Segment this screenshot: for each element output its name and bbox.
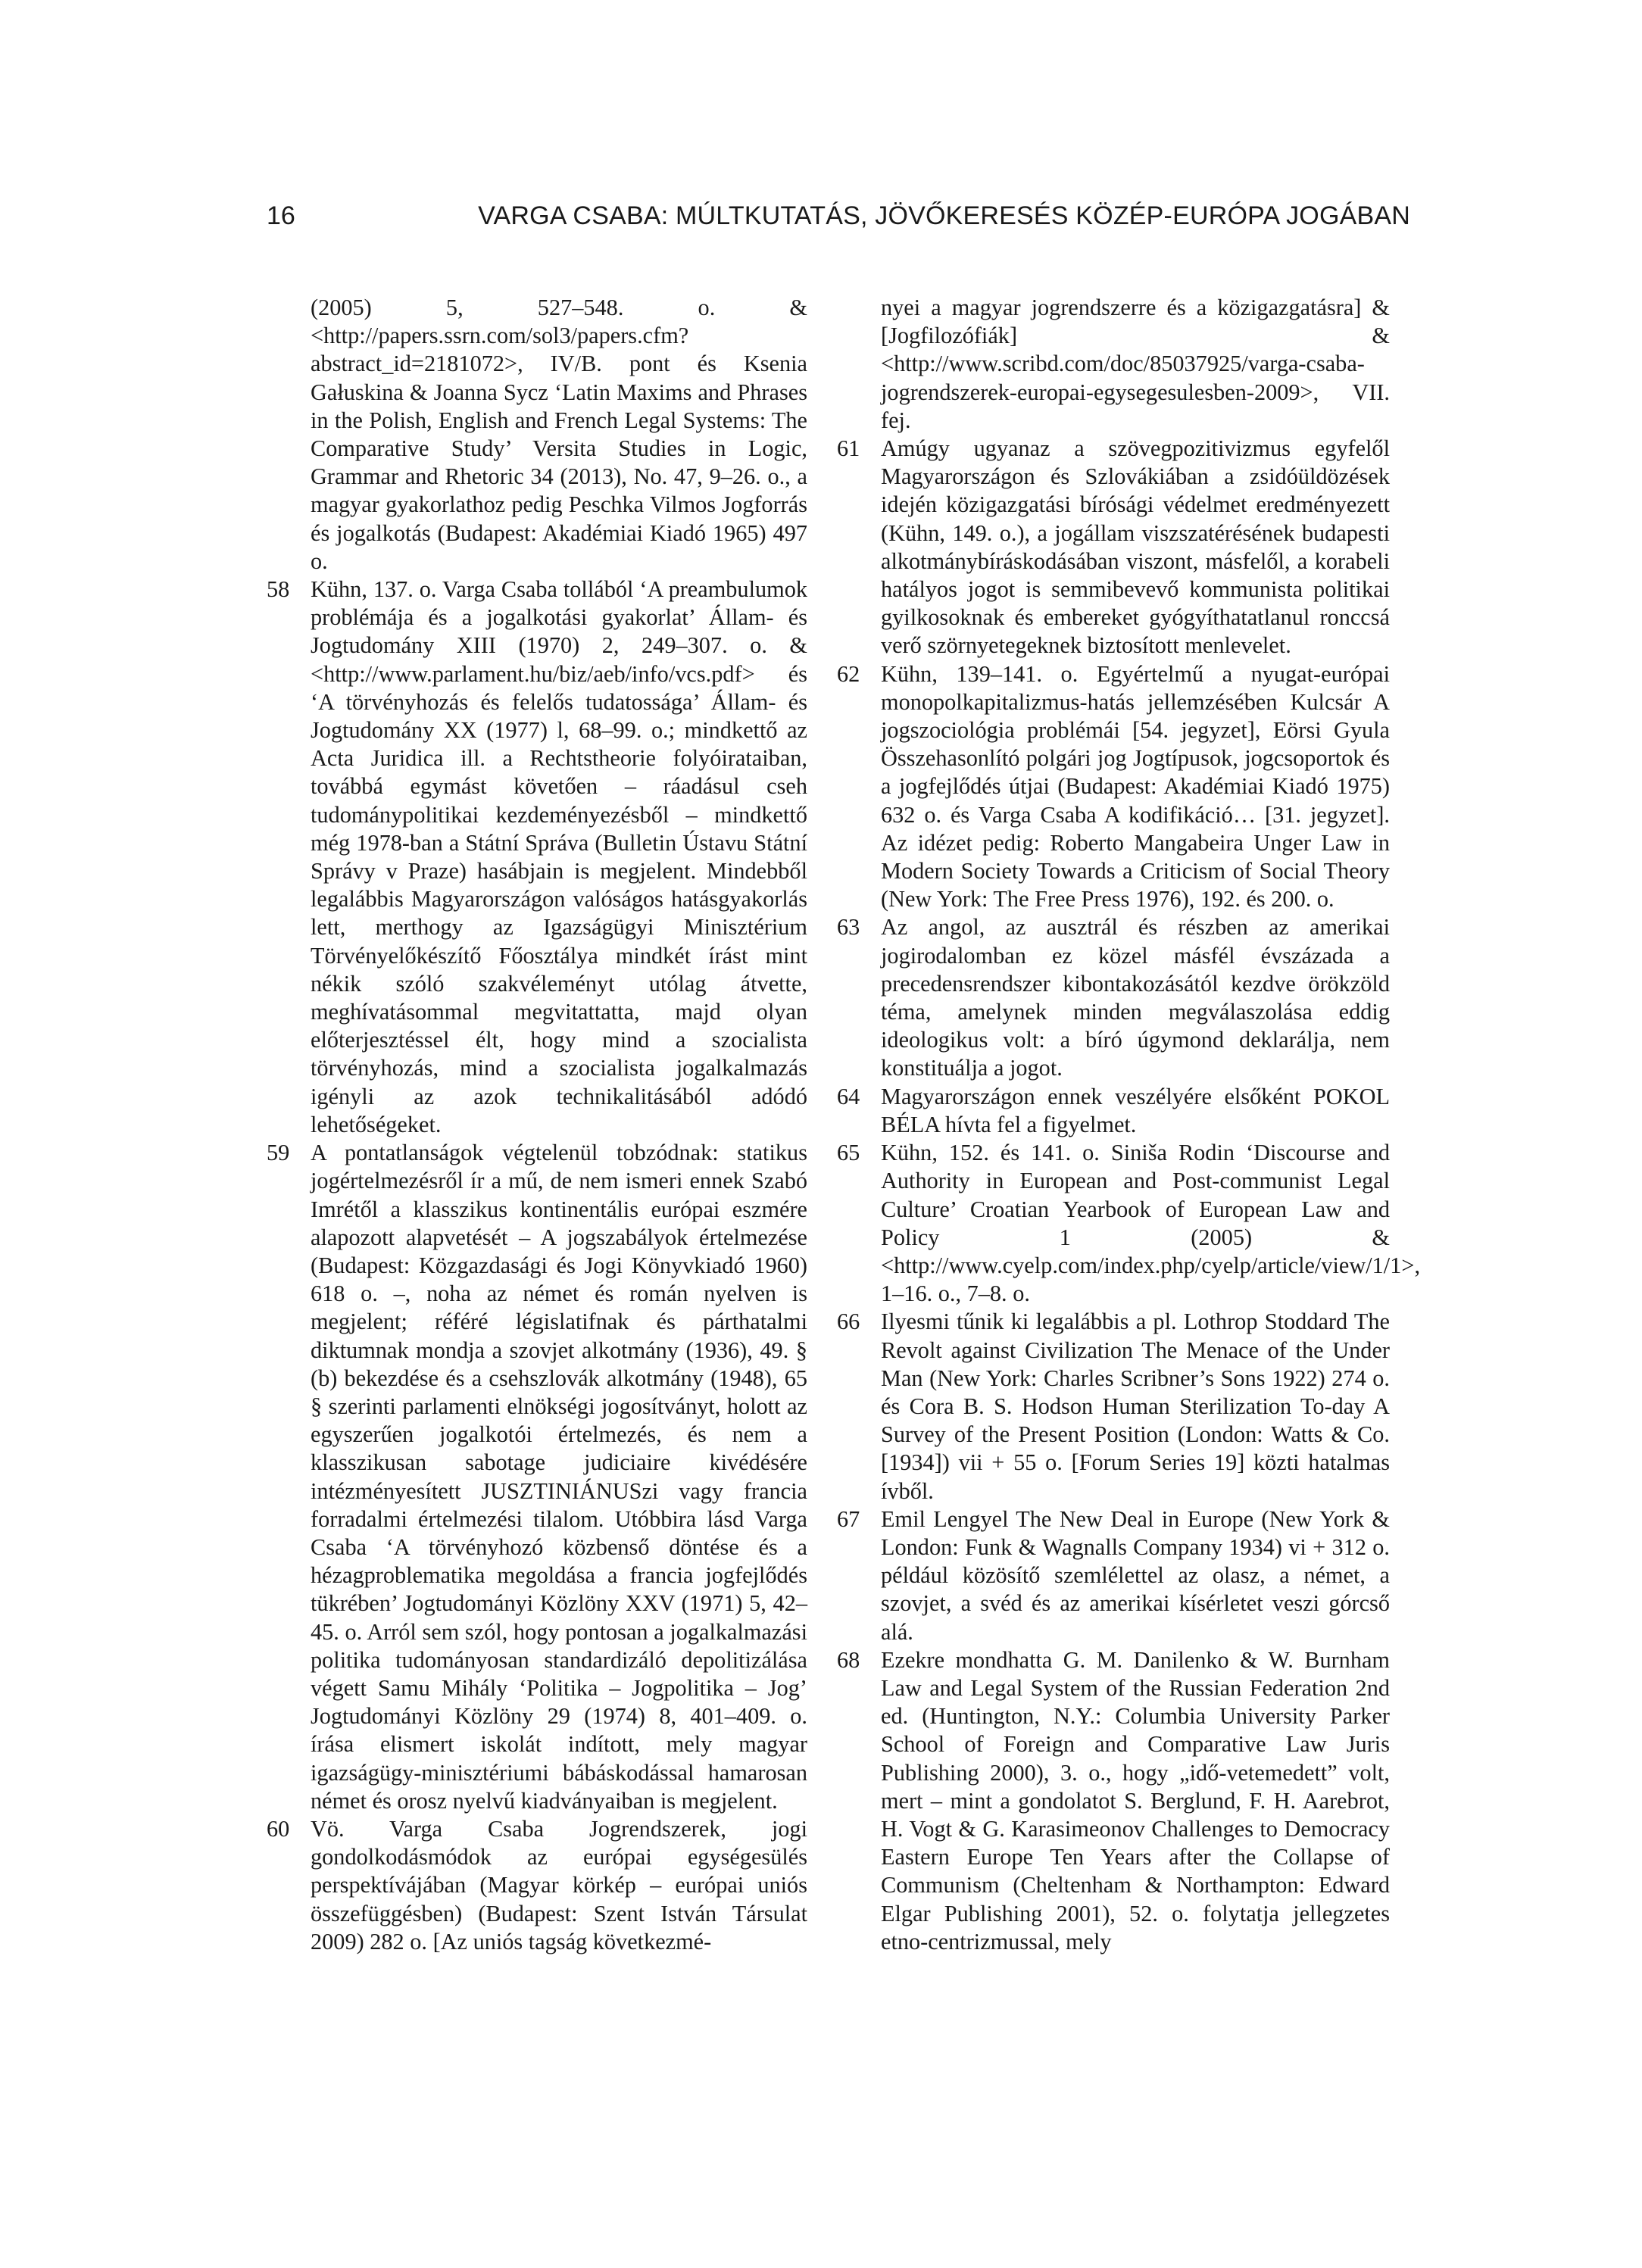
footnote-number: 62 [837, 660, 860, 687]
footnote-text: Magyarországon ennek veszélyére elsőként POKOL BÉLA hívta fel a figyelmet. [881, 1083, 1390, 1137]
footnote-64 [837, 1083, 1390, 1139]
footnote-text: Amúgy ugyanaz a szövegpozitivizmus egyfelől Magyarországon és Szlovákiában a zsidóüldözések idején közigazgatási bírósági védelmet eredményezett (Kühn, 149. o.), a jogállam viszszatérésének budapesti alkotmánybíráskodásában viszont, másfelől, a korabeli hatályos jogot is semmibevevő kommunista politikai gyilkosoknak és embereket gyógyíthatatlanul ronccsá verő szörnyetegeknek biztosított menlevelet. [881, 435, 1390, 659]
footnote-text: Kühn, 139–141. o. Egyértelmű a nyugat-európai monopolkapitalizmus-hatás jellemzésében Kulcsár A jogszociológia problémái [54. jegyzet], Eörsi Gyula Összehasonlító polgári jog Jogtípusok, jogcsoportok és a jogfejlődés útjai (Budapest: Akadémiai Kiadó 1975) 632 o. és Varga Csaba A kodifikáció… [31. jegyzet]. Az idézet pedig: Roberto Mangabeira Unger Law in Modern Society Towards a Criticism of Social Theory (New York: The Free Press 1976), 192. és 200. o. [881, 660, 1390, 913]
footnote-number: 63 [837, 914, 860, 941]
footnote-text: A pontatlanságok végtelenül tobzódnak: statikus jogértelmezésről ír a mű, de nem ismeri ennek Szabó Imrétől a klasszikus kontinentális európai eszmére alapozott alapvetését – A jogszabályok értelmezése (Budapest: Közgazdasági és Jogi Könyvkiadó 1960) 618 o. –, noha az német és román nyelven is megjelent; référé législatifnak és párthatalmi diktumnak mondja a szovjet alkotmány (1936), 49. § (b) bekezdése és a csehszlovák alkotmány (1948), 65 § szerinti parlamenti elnökségi jogosítványt, holott az egyszerűen jogalkotói értelmezés, és nem a klasszikusan sabotage judiciaire kivédésére intézményesített JUSZTINIÁNUSzi vagy francia forradalmi értelmezési tilalom. Utóbbira lásd Varga Csaba ‘A törvényhozó közbenső döntése és a hézagproblematika megoldása a francia jogfejlődés tükrében’ Jogtudományi Közlöny XXV (1971) 5, 42–45. o. Arról sem szól, hogy pontosan a jogalkalmazási politika tudományosan standardizáló depolitizálása végett Samu Mihály ‘Politika – Jogpolitika – Jog’ Jogtudományi Közlöny 29 (1974) 8, 401–409. o. írása elismert iskolát indított, mely magyar igazságügy-minisztériumi bábáskodással hamarosan német és orosz nyelvű kiadványaiban is megjelent. [311, 1140, 807, 1814]
footnote-text: Ilyesmi tűnik ki legalábbis a pl. Lothrop Stoddard The Revolt against Civilization The Menace of the Under Man (New York: Charles Scribner’s Sons 1922) 274 o. és Cora B. S. Hodson Human Sterilization To-day A Survey of the Present Position (London: Watts & Co. [1934]) vii + 55 o. [Forum Series 19] közti hatalmas ívből. [881, 1309, 1390, 1504]
footnote-59 [267, 1139, 807, 1815]
footnote-63 [837, 913, 1390, 1082]
footnote-continuation: (2005) 5, 527–548. o. & <http://papers.ssrn.com/sol3/papers.cfm?abstract_id=2181072>, IV/B. pont és Ksenia Gałuskina & Joanna Sycz ‘Latin Maxims and Phrases in the Polish, English and French Legal Systems: The Comparative Study’ Versita Studies in Logic, Grammar and Rhetoric 34 (2013), No. 47, 9–26. o., a magyar gyakorlathoz pedig Peschka Vilmos Jogforrás és jogalkotás (Budapest: Akadémiai Kiadó 1965) 497 o. [311, 295, 807, 574]
footnote-number: 67 [837, 1505, 860, 1532]
footnote-number: 58 [267, 576, 290, 603]
footnote-66 [837, 1308, 1390, 1505]
footnote-text: Kühn, 152. és 141. o. Siniša Rodin ‘Discourse and Authority in European and Post-communist Legal Culture’ Croatian Yearbook of European Law and Policy 1 (2005) & <http://www.cyelp.com/index.php/cyelp/article/view/1/1>, 1–16. o., 7–8. o. [881, 1140, 1421, 1307]
left-column [267, 294, 807, 1956]
footnote-68 [837, 1646, 1390, 1956]
footnote-number: 66 [837, 1309, 860, 1335]
right-column [837, 294, 1421, 1956]
footnote-number: 65 [837, 1140, 860, 1166]
footnote-text: Emil Lengyel The New Deal in Europe (New York & London: Funk & Wagnalls Company 1934) vi + 312 o. például közösítő szemlélettel az olasz, a német, a szovjet, a svéd és az amerikai kísérletet veszi górcső alá. [881, 1505, 1390, 1645]
page-number: 16 [267, 201, 295, 230]
footnote-number: 59 [267, 1140, 290, 1166]
page-header [267, 201, 1410, 239]
footnote-65 [837, 1139, 1421, 1308]
footnote-text: Az angol, az ausztrál és részben az amerikai jogirodalomban ez közel másfél évszázada a precedensrendszer kibontakozásától kezdve örökzöld téma, amelynek minden megválaszolása eddig ideologikus volt: a bíró úgymond deklarálja, nem konstituálja a jogot. [881, 914, 1390, 1081]
footnote-number: 64 [837, 1083, 860, 1109]
footnote-number: 68 [837, 1646, 860, 1673]
footnote-67 [837, 1505, 1390, 1646]
footnote-62 [837, 660, 1390, 914]
footnote-61 [837, 435, 1390, 660]
footnote-text: Vö. Varga Csaba Jogrendszerek, jogi gondolkodásmódok az európai egységesülés perspektívájában (Magyar körkép – európai uniós összefüggésben) (Budapest: Szent István Társulat 2009) 282 o. [Az uniós tagság következmé- [311, 1815, 807, 1954]
footnote-text: Kühn, 137. o. Varga Csaba tollából ‘A preambulumok problémája és a jogalkotási gyakorlat’ Állam- és Jogtudomány XIII (1970) 2, 249–307. o. & <http://www.parlament.hu/biz/aeb/info/vcs.pdf> és ‘A törvényhozás és felelős tudatossága’ Állam- és Jogtudomány XX (1977) l, 68–99. o.; mindkettő az Acta Juridica ill. a Rechtstheorie folyóirataiban, továbbá egymást követően – ráadásul cseh tudománypolitikai kezdeményezésből – mindkettő még 1978-ban a Státní Správa (Bulletin Ústavu Státní Správy v Praze) hasábjain is megjelent. Mindebből legalábbis Magyarországon valóságos hatásgyakorlás lett, merthogy az Igazságügyi Minisztérium Törvényelőkészítő Főosztálya mindkét írást mint nékik szóló szakvéleményt utólag átvette, meghívatásommal megvitattatta, majd olyan előterjesztéssel élt, hogy mind a szocialista törvényhozás, mind a szocialista jogalkalmazás igényli az azok technikalitásából adódó lehetőségeket. [311, 576, 807, 1137]
running-title: VARGA CSABA: MÚLTKUTATÁS, JÖVŐKERESÉS KÖZÉP-EURÓPA JOGÁBAN [478, 201, 1410, 230]
footnote-number: 60 [267, 1815, 290, 1842]
footnote-continuation: nyei a magyar jogrendszerre és a közigazgatásra] & [Jogfilozófiák] & <http://www.scribd.com/doc/85037925/varga-csaba-jogrendszerek-europai-egysegesulesben-2009>, VII. fej. [881, 295, 1390, 433]
footnote-number: 61 [837, 435, 860, 462]
footnote-60 [267, 1815, 807, 1956]
footnote-text: Ezekre mondhatta G. M. Danilenko & W. Burnham Law and Legal System of the Russian Federation 2nd ed. (Huntington, N.Y.: Columbia University Parker School of Foreign and Comparative Law Juris Publishing 2000), 3. o., hogy „idő-vetemedett” volt, mert – mint a gondolatot S. Berglund, F. H. Aarebrot, H. Vogt & G. Karasimeonov Challenges to Democracy Eastern Europe Ten Years after the Collapse of Communism (Cheltenham & Northampton: Edward Elgar Publishing 2001), 52. o. folytatja jellegzetes etno-centrizmussal, mely [881, 1646, 1390, 1954]
footnote-58 [267, 576, 807, 1139]
